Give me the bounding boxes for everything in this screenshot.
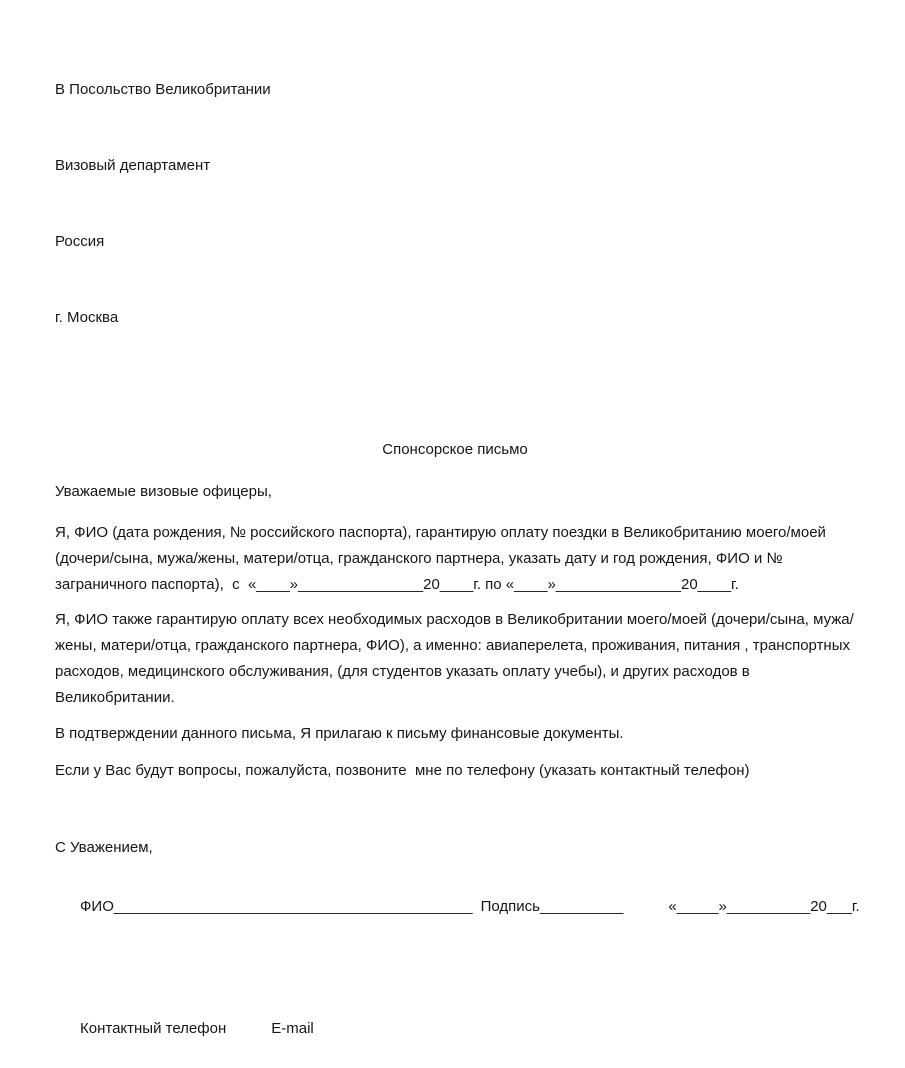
paragraph-trip-payment-guarantee: Я, ФИО (дата рождения, № российского паспорта), гарантирую оплату поездки в Великобританию моего/моей (дочери/сына, мужа/жены, матери/отца, гражданского партнера, указать дату и год рождения, ФИО и № заграничного паспорта), с «____»_______________20____г. по «____»_______________20____г.	[55, 524, 831, 593]
closing-regards: С Уважением,	[55, 839, 153, 856]
signature-name-field: ФИО___________________________________________	[80, 898, 473, 915]
signature-date-field: «_____»__________20___г.	[668, 898, 860, 915]
recipient-line-country: Россия	[55, 233, 105, 250]
contact-email-label: E-mail	[271, 1020, 314, 1037]
contact-phone-label: Контактный телефон	[80, 1020, 227, 1037]
paragraph-financial-documents: В подтверждении данного письма, Я прилагаю к письму финансовые документы.	[55, 725, 624, 742]
paragraph-expenses-guarantee: Я, ФИО также гарантирую оплату всех необходимых расходов в Великобритании моего/моей (дочери/сына, мужа/жены, матери/отца, гражданского партнера, ФИО), а именно: авиаперелета, проживания, питания , транспортных расходов, медицинского обслуживания, (для студентов указать оплату учебы), и других расходов в Великобритании.	[55, 611, 855, 706]
letter-body	[55, 26, 860, 1068]
paragraph-contact-questions: Если у Вас будут вопросы, пожалуйста, позвоните мне по телефону (указать контактный телефон)	[55, 762, 750, 779]
signature-sign-field: Подпись__________	[480, 898, 624, 915]
recipient-line-department: Визовый департамент	[55, 157, 211, 174]
signature-row	[55, 868, 860, 946]
recipient-line-embassy: В Посольство Великобритании	[55, 81, 271, 98]
contacts-row	[55, 990, 855, 1068]
recipient-line-city: г. Москва	[55, 309, 119, 326]
letter-title: Спонсорское письмо	[382, 441, 528, 458]
recipient-address-block	[55, 26, 855, 382]
salutation: Уважаемые визовые офицеры,	[55, 483, 272, 500]
